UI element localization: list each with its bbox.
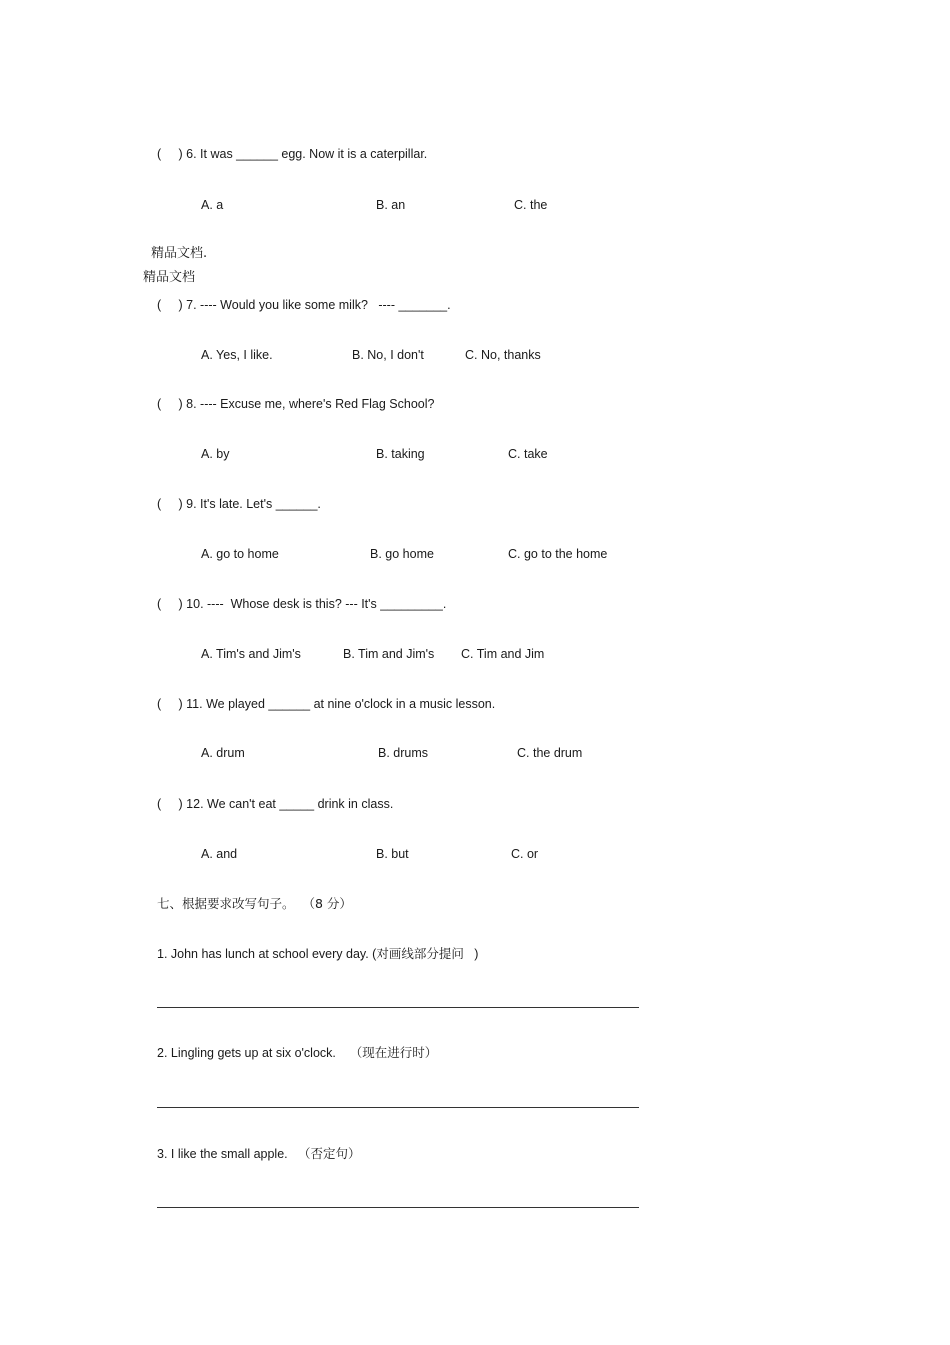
q6-stem: ( ) 6. It was ______ egg. Now it is a caterpillar. [157,147,428,161]
answer-line-1[interactable] [157,1007,639,1008]
answer-line-3[interactable] [157,1207,639,1208]
q12-option-a: A. and [201,847,238,861]
rewrite-item-2: 2. Lingling gets up at six o'clock. （现在进行时） [157,1046,438,1060]
watermark-line-1: 精品文档. [151,246,208,261]
q9-option-b: B. go home [370,547,434,561]
q7-stem: ( ) 7. ---- Would you like some milk? ---- _______. [157,298,451,312]
q6-option-a: A. a [201,198,224,212]
watermark-line-2: 精品文档 [143,270,196,285]
q9-option-a: A. go to home [201,547,279,561]
section-7-heading: 七、根据要求改写句子。 （8 分） [157,896,352,911]
q11-option-b: B. drums [378,746,429,760]
q11-option-c: C. the drum [517,746,583,760]
q10-option-c: C. Tim and Jim [461,647,545,661]
q12-option-c: C. or [511,847,539,861]
q8-option-b: B. taking [376,447,425,461]
q10-stem: ( ) 10. ---- Whose desk is this? --- It's _________. [157,597,447,611]
rewrite-item-1: 1. John has lunch at school every day. (对画线部分提问 ) [157,947,479,961]
q11-option-a: A. drum [201,746,245,760]
q12-stem: ( ) 12. We can't eat _____ drink in class. [157,797,394,811]
q8-option-c: C. take [508,447,548,461]
q8-option-a: A. by [201,447,230,461]
answer-line-2[interactable] [157,1107,639,1108]
q8-stem: ( ) 8. ---- Excuse me, where's Red Flag School? [157,397,435,411]
q7-option-a: A. Yes, I like. [201,348,273,362]
q7-option-c: C. No, thanks [465,348,541,362]
rewrite-item-3: 3. I like the small apple. （否定句） [157,1147,361,1161]
q6-option-b: B. an [376,198,406,212]
q11-stem: ( ) 11. We played ______ at nine o'clock in a music lesson. [157,697,496,711]
q12-option-b: B. but [376,847,409,861]
q7-option-b: B. No, I don't [352,348,424,362]
q6-option-c: C. the [514,198,548,212]
q10-option-a: A. Tim's and Jim's [201,647,301,661]
q9-stem: ( ) 9. It's late. Let's ______. [157,497,321,511]
q9-option-c: C. go to the home [508,547,608,561]
q10-option-b: B. Tim and Jim's [343,647,435,661]
